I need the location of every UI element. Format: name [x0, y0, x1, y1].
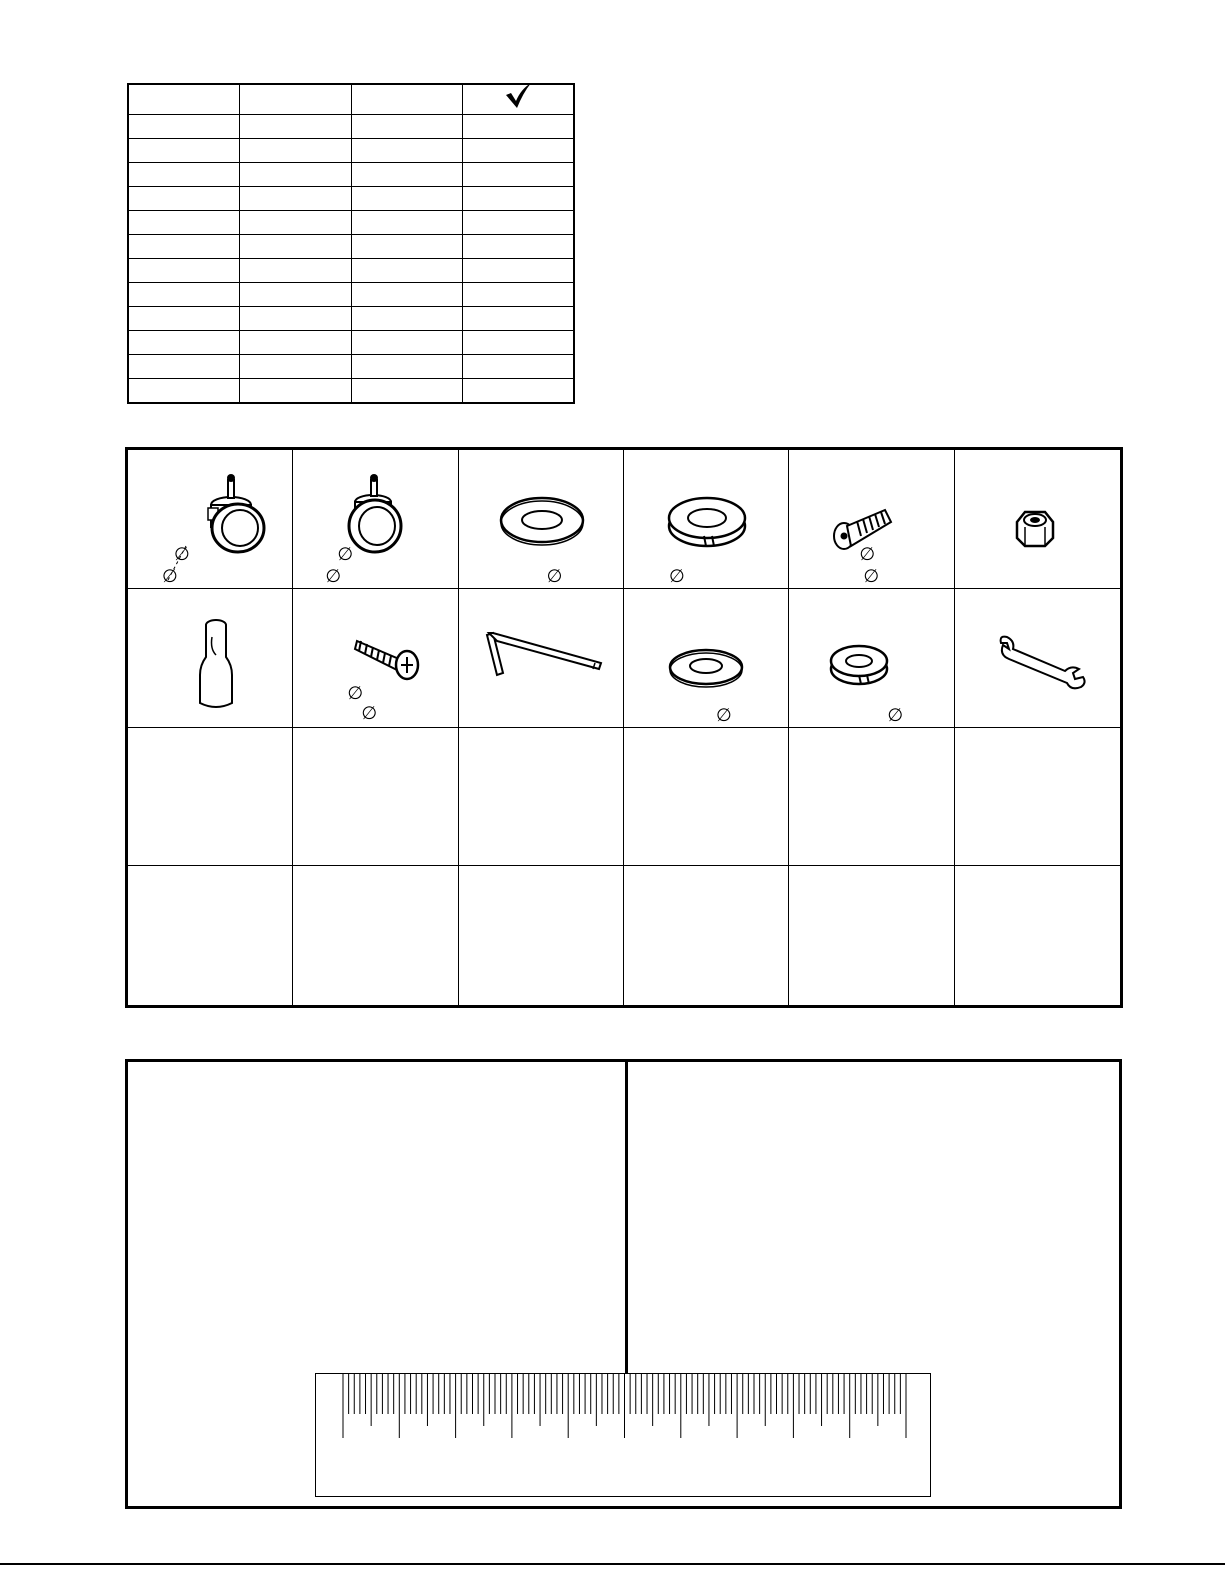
hardware-label-cell: [459, 728, 624, 867]
lock-nut-icon: [955, 450, 1121, 589]
page-bottom-rule: [0, 1563, 1225, 1565]
ruler: [315, 1373, 931, 1497]
diameter-symbol: ∅: [546, 566, 563, 587]
checklist-cell: [351, 163, 462, 187]
flat-washer-icon: [459, 450, 625, 589]
checklist-cell: [240, 85, 351, 115]
diameter-symbol: ∅: [162, 566, 178, 587]
checklist-cell: [462, 85, 573, 115]
hardware-grid: [125, 447, 1123, 1008]
checklist-cell: [129, 283, 240, 307]
checklist-cell: [129, 115, 240, 139]
checklist-cell: [240, 379, 351, 403]
diameter-symbol: ∅: [859, 544, 876, 565]
open-wrench-icon: [955, 589, 1121, 728]
checklist-cell: [351, 259, 462, 283]
checklist-row: [129, 115, 574, 139]
checklist-cell: [462, 115, 573, 139]
checklist-row: [129, 163, 574, 187]
allen-wrench-icon: [459, 589, 625, 728]
hardware-label-cell: [624, 728, 789, 867]
checklist-cell: [129, 187, 240, 211]
hardware-label-cell: [624, 866, 789, 1005]
hardware-label-cell: [459, 866, 624, 1005]
checklist-cell: [240, 331, 351, 355]
checklist-cell: [129, 163, 240, 187]
checklist-cell: [240, 211, 351, 235]
diameter-symbol: ∅: [174, 544, 190, 565]
checkmark-icon: [503, 81, 533, 109]
checklist-cell: [129, 211, 240, 235]
checklist-cell: [240, 139, 351, 163]
checklist-cell: [240, 259, 351, 283]
checklist-cell: [351, 211, 462, 235]
checklist-cell: [240, 307, 351, 331]
checklist-cell: [462, 139, 573, 163]
checklist-cell: [462, 163, 573, 187]
checklist-cell: [462, 187, 573, 211]
checklist-cell: [240, 187, 351, 211]
diameter-symbol: ∅: [887, 704, 904, 726]
checklist-cell: [462, 259, 573, 283]
checklist-cell: [129, 307, 240, 331]
checklist-cell: [129, 379, 240, 403]
checklist-cell: [462, 235, 573, 259]
checklist-cell: [462, 379, 573, 403]
checklist-cell: [351, 307, 462, 331]
hardware-label-cell: [955, 866, 1120, 1005]
checklist-row: [129, 379, 574, 403]
hardware-cell-caster-socket: [128, 589, 293, 728]
hardware-label-cell: [293, 866, 458, 1005]
checklist-row: [129, 355, 574, 379]
checklist-cell: [240, 115, 351, 139]
checklist-cell: [240, 283, 351, 307]
hardware-cell-flat-washer-small: [624, 589, 789, 728]
checklist-cell: [462, 283, 573, 307]
lock-washer-icon: [624, 450, 790, 589]
diameter-symbol: ∅: [361, 702, 378, 724]
diameter-symbol: ∅: [668, 566, 685, 587]
checklist-cell: [351, 355, 462, 379]
hardware-label-cell: [789, 866, 954, 1005]
checklist-cell: [129, 355, 240, 379]
diameter-symbol: ∅: [325, 566, 342, 587]
hardware-label-cell: [128, 866, 293, 1005]
ruler-icon: [316, 1374, 930, 1496]
checklist-row: [129, 307, 574, 331]
hardware-cell-caster-a: [128, 450, 293, 589]
checklist-row: [129, 187, 574, 211]
checklist-cell: [351, 115, 462, 139]
hardware-label-cell: [293, 728, 458, 867]
hardware-cell-lock-washer-large: [624, 450, 789, 589]
hardware-cell-flat-washer-large: [459, 450, 624, 589]
checklist-row: [129, 235, 574, 259]
checklist-cell: [462, 355, 573, 379]
checklist-cell: [351, 283, 462, 307]
hardware-cell-lock-nut: [955, 450, 1120, 589]
column-divider: [625, 1062, 628, 1375]
checklist-cell: [129, 139, 240, 163]
checklist-row: [129, 139, 574, 163]
checklist-cell: [129, 85, 240, 115]
diameter-symbol: ∅: [715, 704, 732, 726]
checklist-cell: [240, 235, 351, 259]
hardware-cell-phillips-screw: [293, 589, 458, 728]
caster-socket-icon: [128, 589, 294, 728]
diameter-symbol: ∅: [347, 682, 364, 704]
hardware-cell-allen-wrench: [459, 589, 624, 728]
checklist-cell: [129, 331, 240, 355]
checklist-row: [129, 331, 574, 355]
checklist-cell: [240, 163, 351, 187]
diameter-symbol: ∅: [337, 544, 354, 565]
hardware-cell-open-wrench: [955, 589, 1120, 728]
checklist-cell: [351, 235, 462, 259]
checklist-cell: [351, 331, 462, 355]
checklist-cell: [351, 379, 462, 403]
diameter-symbol: ∅: [863, 566, 880, 587]
checklist-cell: [462, 331, 573, 355]
checklist-cell: [351, 187, 462, 211]
hardware-cell-allen-bolt: [789, 450, 954, 589]
checklist-cell: [351, 139, 462, 163]
hardware-label-cell: [955, 728, 1120, 867]
parts-checklist-table: [128, 84, 574, 403]
checklist-header-row: [129, 85, 574, 115]
checklist-row: [129, 211, 574, 235]
checklist-cell: [129, 235, 240, 259]
flat-washer-icon: [624, 589, 790, 728]
lock-washer-icon: [789, 589, 955, 728]
hardware-label-cell: [128, 728, 293, 867]
checklist-cell: [462, 211, 573, 235]
hardware-label-cell: [789, 728, 954, 867]
checklist-row: [129, 259, 574, 283]
hardware-cell-caster-b: [293, 450, 458, 589]
checklist-cell: [351, 85, 462, 115]
caster-wheel-icon: [293, 450, 459, 589]
caster-wheel-icon: [128, 450, 294, 589]
hardware-cell-lock-washer-small: [789, 589, 954, 728]
checklist-row: [129, 283, 574, 307]
checklist-cell: [462, 307, 573, 331]
checklist-cell: [240, 355, 351, 379]
checklist-cell: [129, 259, 240, 283]
